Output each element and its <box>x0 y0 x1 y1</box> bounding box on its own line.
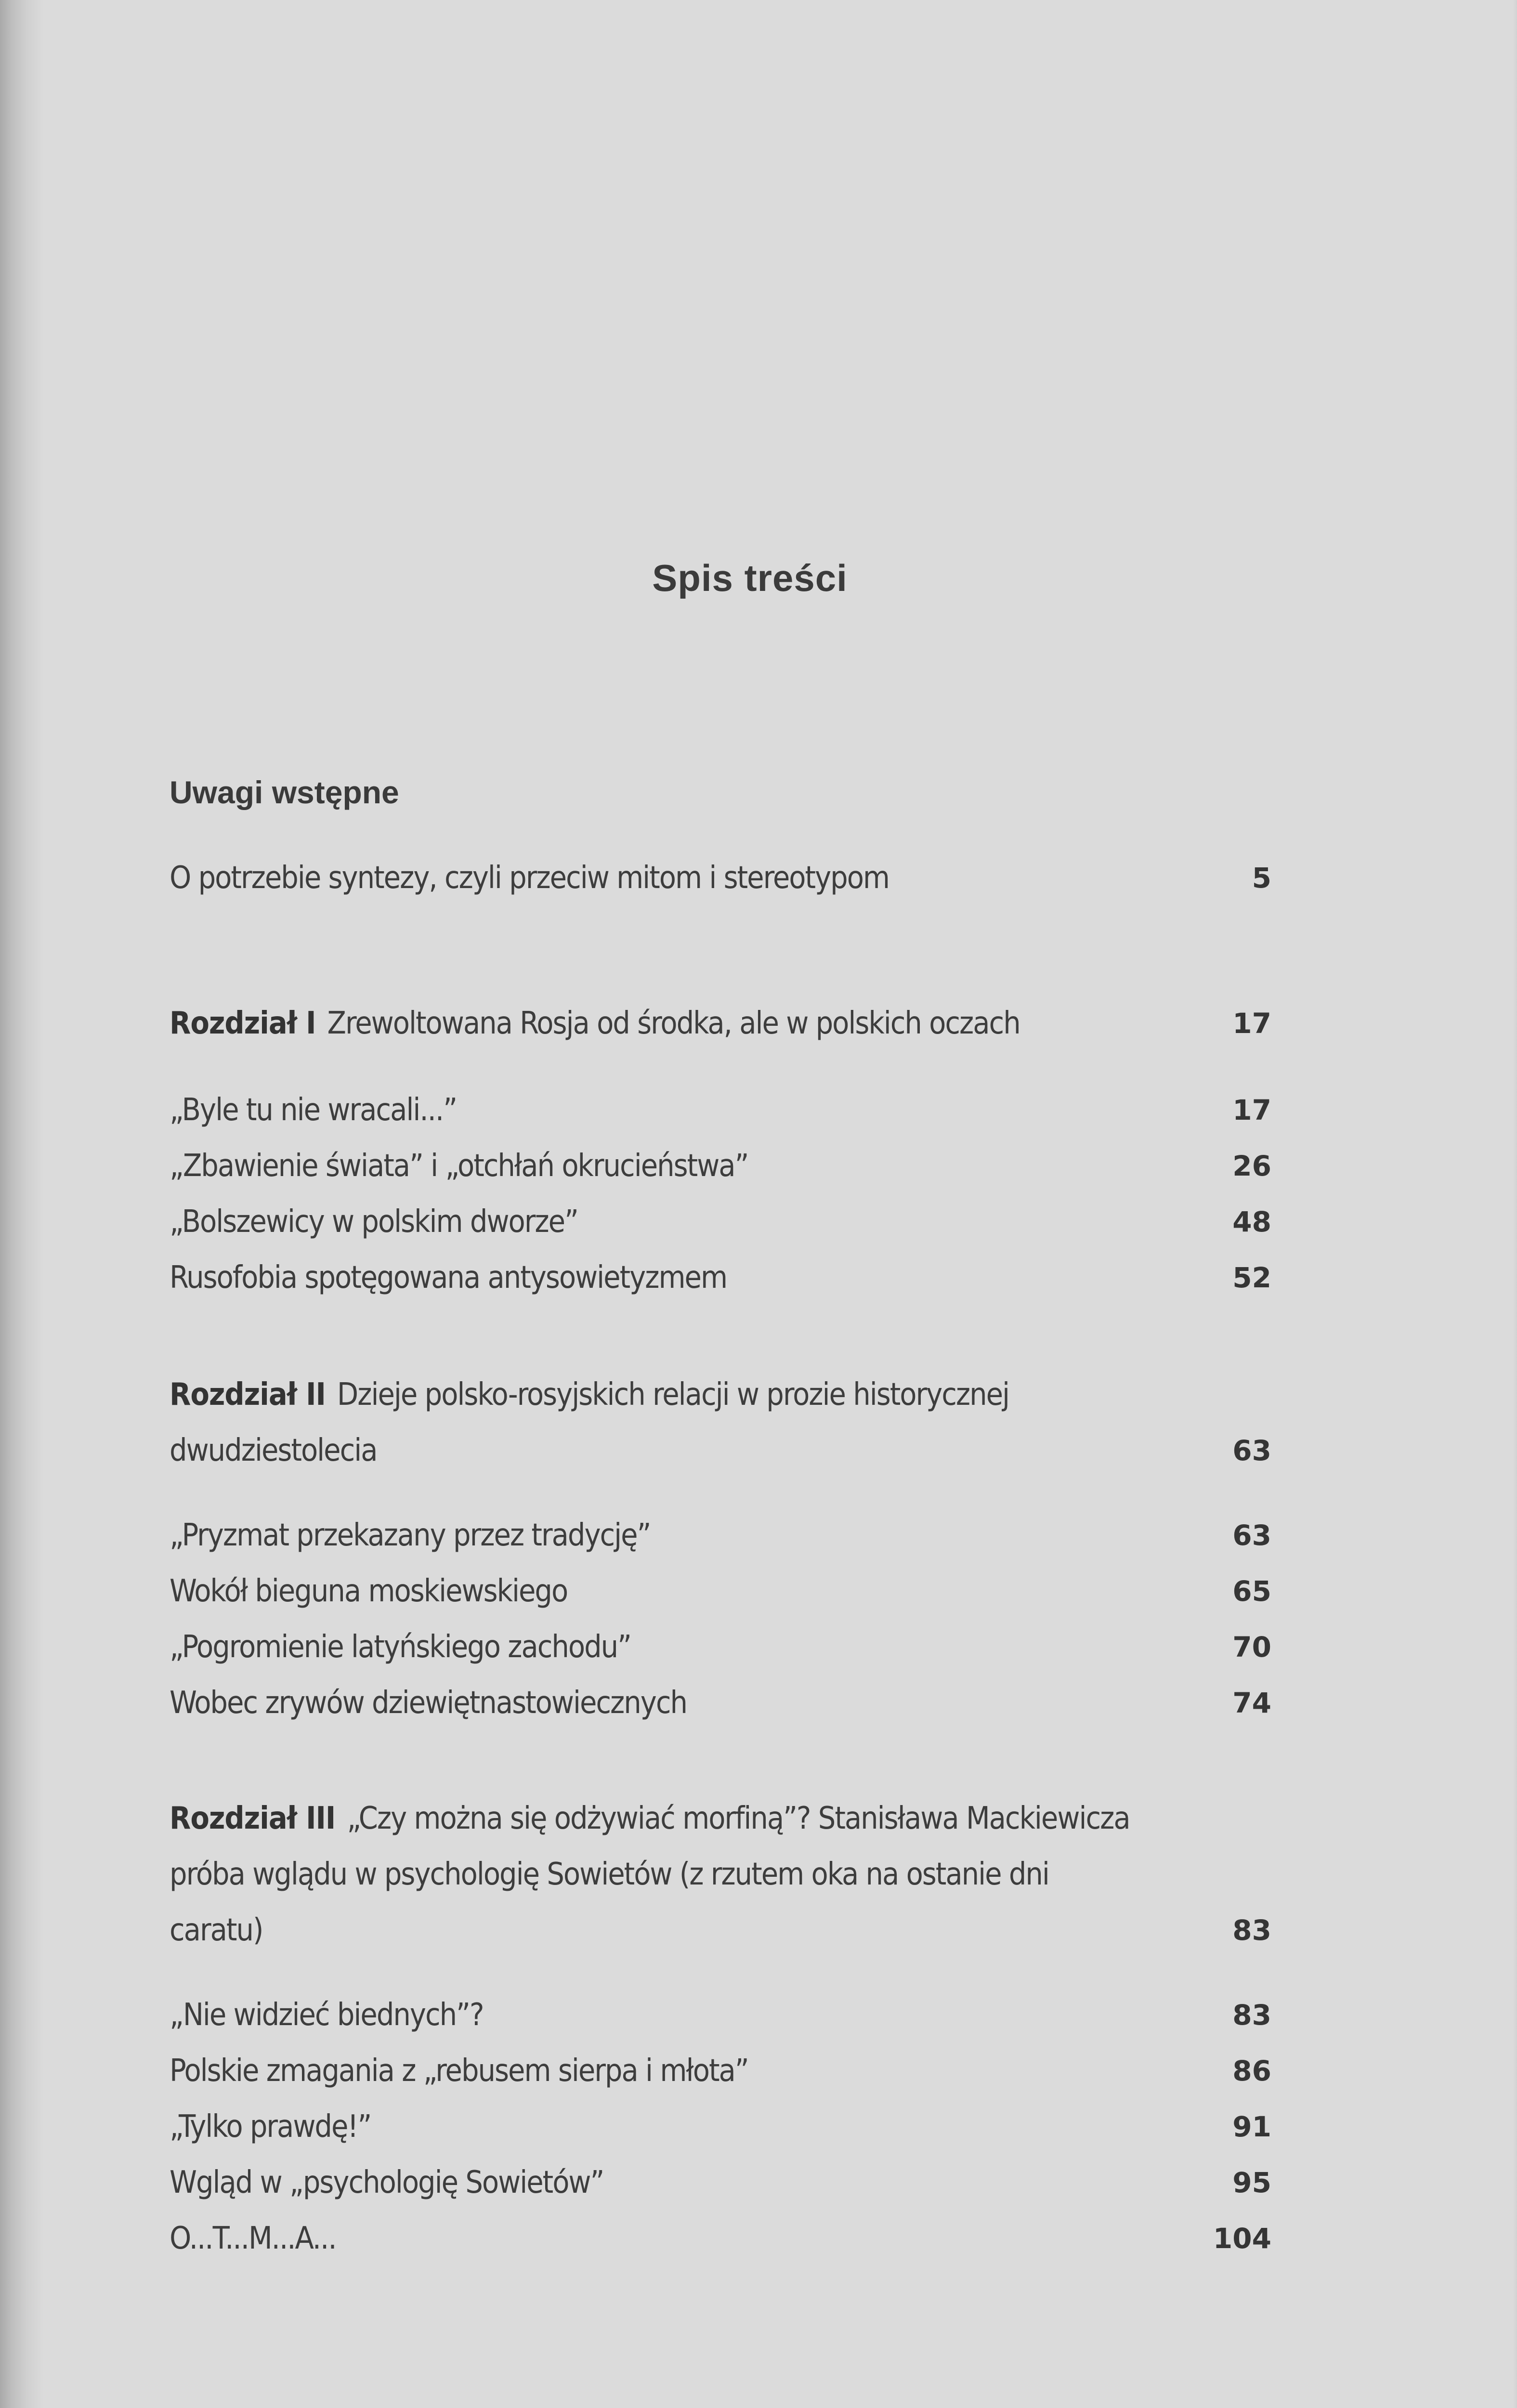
entry-page-number: 83 <box>1232 1999 1271 2031</box>
chapter-title-block <box>170 1367 1199 1479</box>
entry-page-number: 17 <box>1232 1094 1271 1126</box>
chapter-entry[interactable] <box>170 1791 1271 1958</box>
entry-page-number: 48 <box>1232 1205 1271 1238</box>
entry-title: „Bolszewicy w polskim dworze” <box>170 1204 578 1240</box>
intro-section <box>170 768 1271 906</box>
subsection-list <box>170 1987 1271 2266</box>
entry-title: „Zbawienie świata” i „otchłań okrucieństwa” <box>170 1148 748 1184</box>
chapter-title: Dzieje polsko-rosyjskich relacji w prozie historycznej dwudziestolecia <box>170 1377 1009 1468</box>
chapter-label: Rozdział III <box>170 1801 336 1836</box>
toc-entry[interactable] <box>170 1987 1271 2043</box>
entry-title: „Tylko prawdę!” <box>170 2109 371 2145</box>
chapter-title-block <box>170 1791 1199 1958</box>
toc-entry[interactable] <box>170 1138 1271 1194</box>
entry-title: „Pogromienie latyńskiego zachodu” <box>170 1629 631 1665</box>
section-heading: Uwagi wstępne <box>170 774 399 810</box>
chapter-1-section <box>170 995 1271 1306</box>
chapter-title: „Czy można się odżywiać morfiną”? Stanisława Mackiewicza próba wglądu w psychologię Sowietów (z rzutem oka na ostanie dni caratu) <box>170 1801 1130 1948</box>
chapter-label: Rozdział II <box>170 1377 326 1413</box>
chapter-3-section <box>170 1791 1271 2266</box>
entry-page-number: 91 <box>1232 2110 1271 2143</box>
entry-page-number: 52 <box>1232 1261 1271 1294</box>
chapter-2-section <box>170 1367 1271 1731</box>
toc-entry[interactable] <box>170 2099 1271 2155</box>
entry-title: Wgląd w „psychologię Sowietów” <box>170 2165 604 2200</box>
entry-page-number: 95 <box>1232 2166 1271 2199</box>
chapter-page-number: 83 <box>1232 1914 1271 1947</box>
toc-entry[interactable] <box>170 1619 1271 1675</box>
page-edge <box>1513 0 1517 2408</box>
entry-title: O potrzebie syntezy, czyli przeciw mitom i stereotypom <box>170 860 889 896</box>
subsection-list <box>170 1507 1271 1731</box>
chapter-title: Zrewoltowana Rosja od środka, ale w polskich oczach <box>327 1006 1020 1041</box>
chapter-page-number: 17 <box>1232 1007 1271 1040</box>
toc-entry[interactable] <box>170 1250 1271 1306</box>
toc-entry[interactable] <box>170 1194 1271 1250</box>
toc-entry[interactable] <box>170 1563 1271 1619</box>
toc-entry[interactable] <box>170 2155 1271 2211</box>
chapter-title-block <box>170 995 1199 1051</box>
entry-page-number: 104 <box>1213 2222 1271 2255</box>
entry-page-number: 5 <box>1252 862 1271 894</box>
chapter-entry[interactable] <box>170 995 1271 1051</box>
entry-page-number: 74 <box>1232 1687 1271 1719</box>
entry-title: „Pryzmat przekazany przez tradycję” <box>170 1518 651 1553</box>
chapter-label: Rozdział I <box>170 1006 316 1041</box>
entry-page-number: 65 <box>1232 1575 1271 1608</box>
subsection-list <box>170 1082 1271 1306</box>
entry-title: Wobec zrywów dziewiętnastowiecznych <box>170 1685 687 1721</box>
page-title: Spis treści <box>652 557 848 599</box>
toc-entry[interactable] <box>170 2211 1271 2266</box>
chapter-entry[interactable] <box>170 1367 1271 1479</box>
entry-title: O...T...M...A... <box>170 2221 336 2256</box>
toc-entry[interactable] <box>170 1507 1271 1563</box>
book-spine-shadow <box>0 0 43 2408</box>
chapter-page-number: 63 <box>1232 1434 1271 1467</box>
toc-entry[interactable] <box>170 850 1271 906</box>
entry-page-number: 63 <box>1232 1519 1271 1552</box>
entry-title: Polskie zmagania z „rebusem sierpa i młota” <box>170 2053 748 2089</box>
toc-entry[interactable] <box>170 1675 1271 1731</box>
entry-title: „Byle tu nie wracali...” <box>170 1092 457 1128</box>
entry-title: Rusofobia spotęgowana antysowietyzmem <box>170 1260 727 1296</box>
toc-entry[interactable] <box>170 1082 1271 1138</box>
entry-page-number: 70 <box>1232 1631 1271 1663</box>
entry-title: Wokół bieguna moskiewskiego <box>170 1573 568 1609</box>
entry-title: „Nie widzieć biednych”? <box>170 1997 484 2033</box>
entry-page-number: 26 <box>1232 1150 1271 1182</box>
toc-entry[interactable] <box>170 2043 1271 2099</box>
entry-page-number: 86 <box>1232 2055 1271 2087</box>
